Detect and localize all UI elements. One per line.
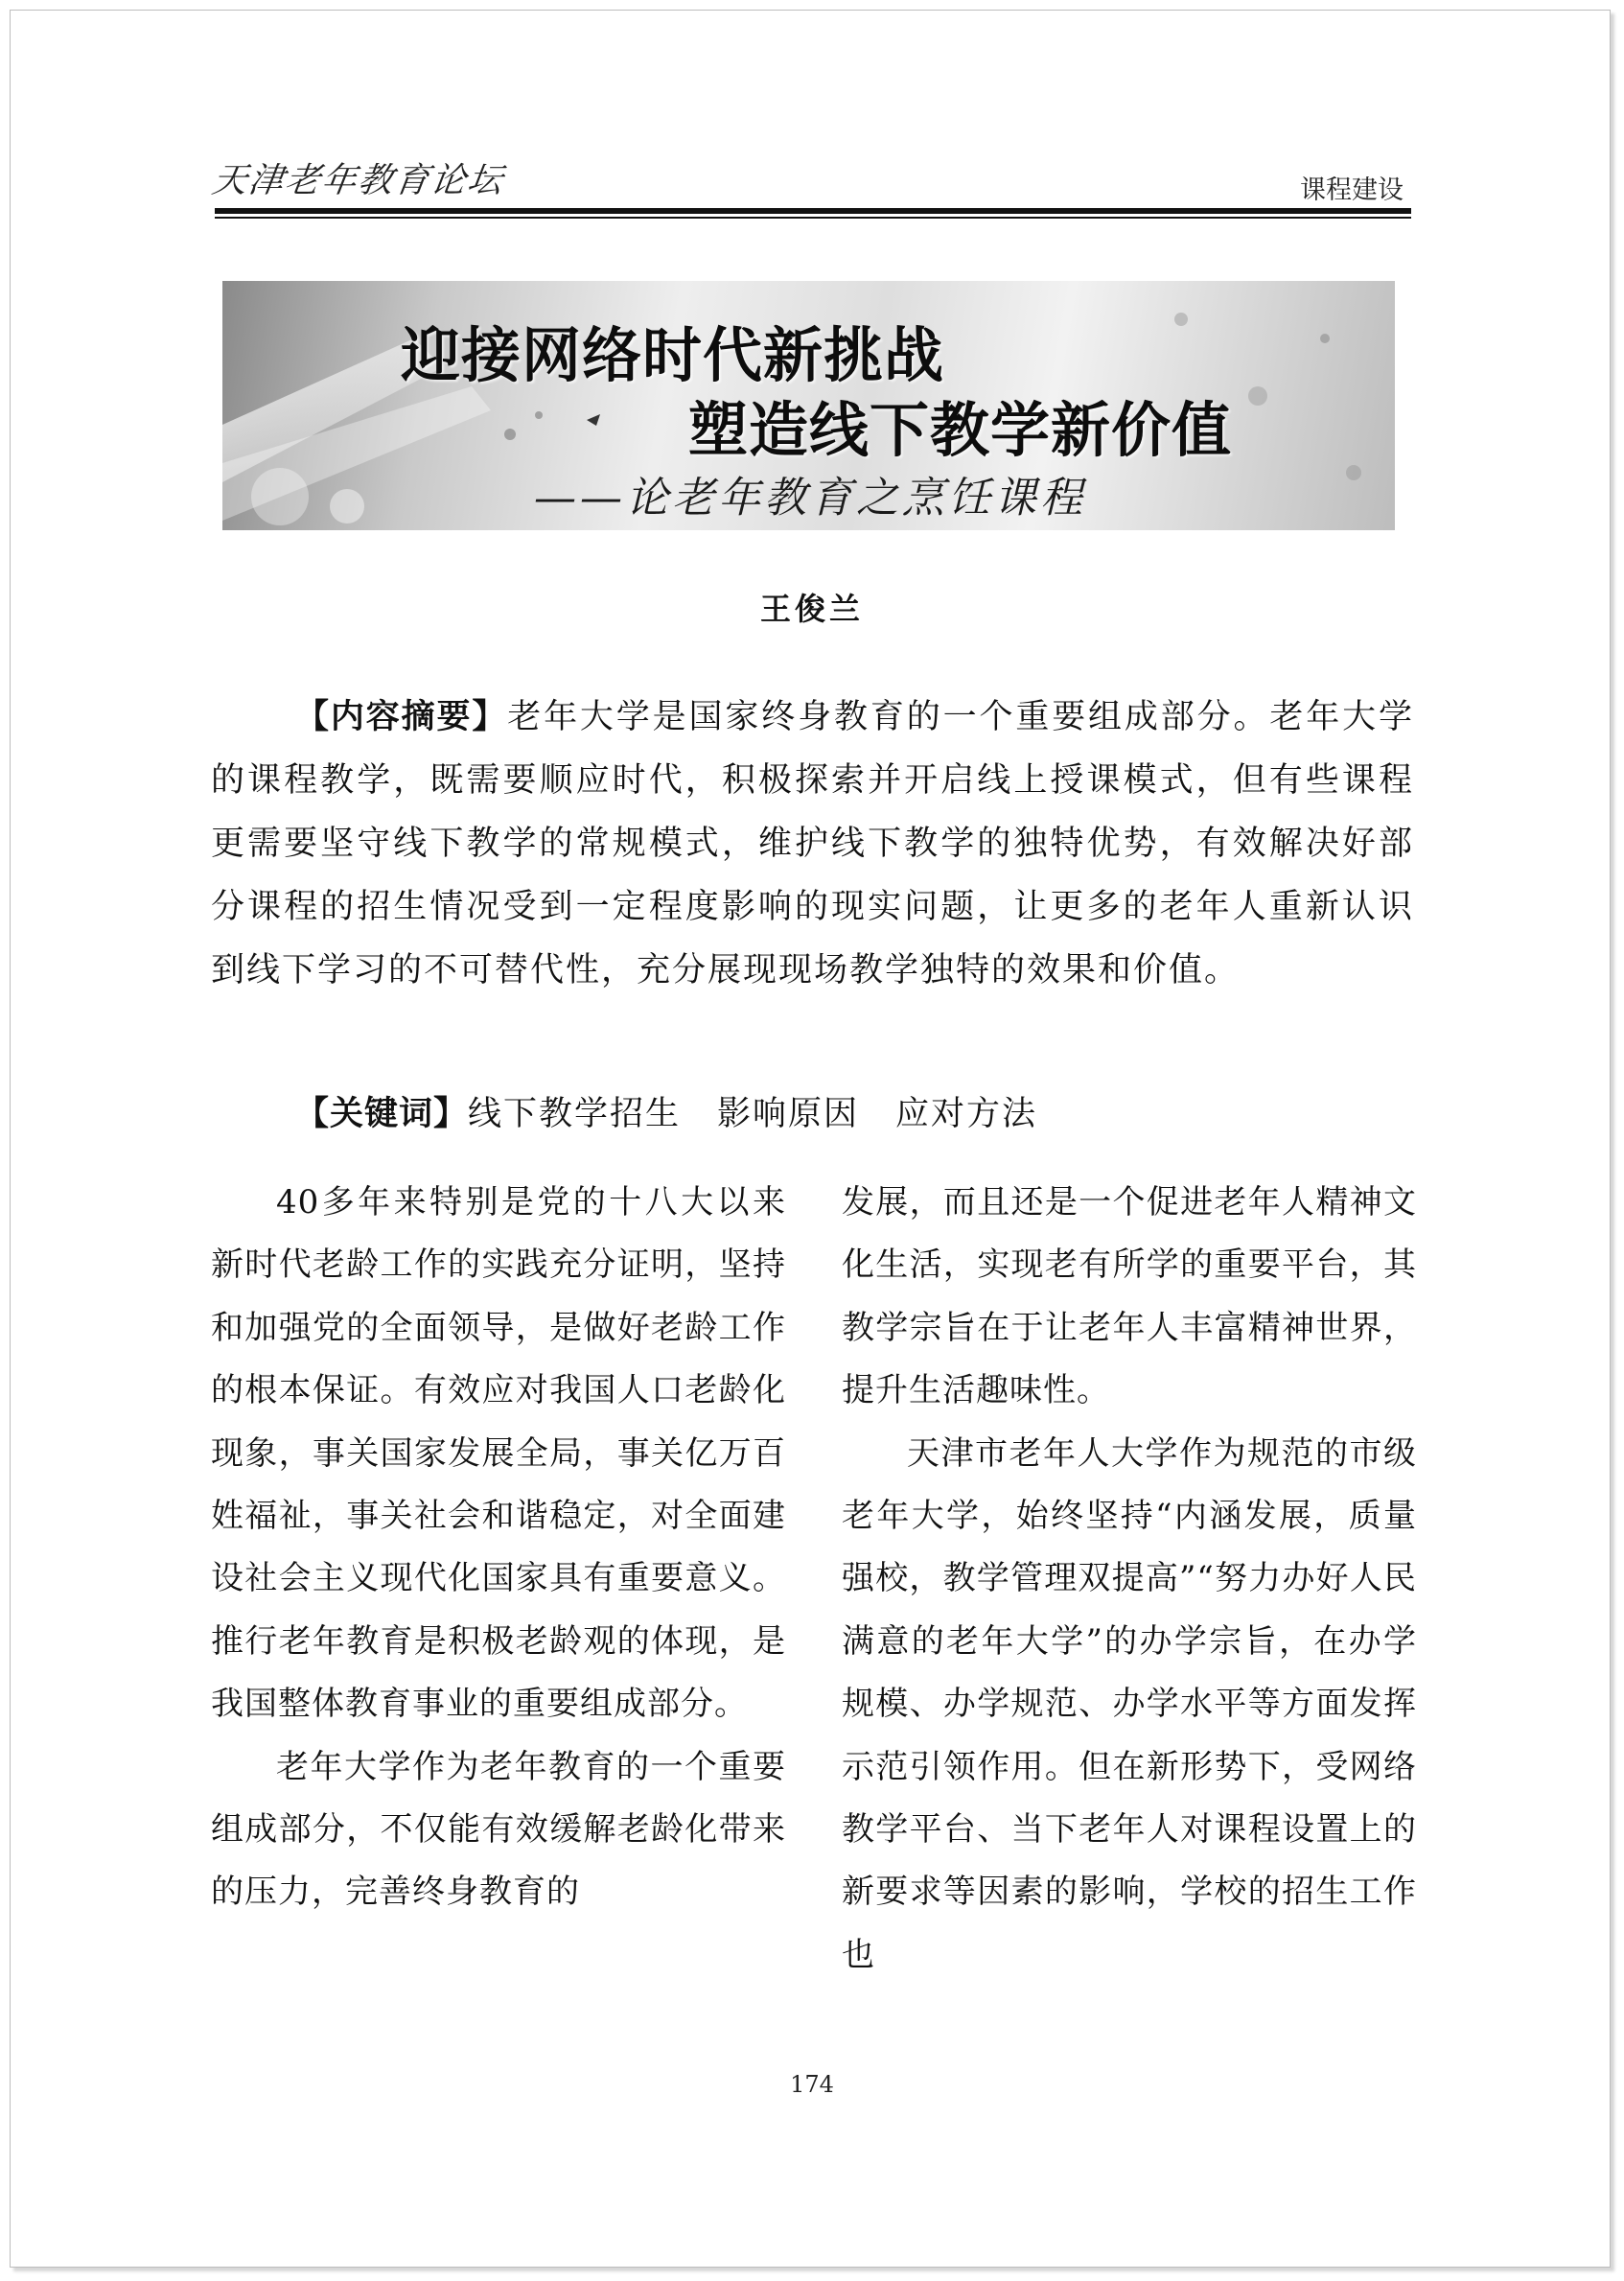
body-paragraph: 40多年来特别是党的十八大以来新时代老龄工作的实践充分证明，坚持和加强党的全面领导，是做好老龄工作的根本保证。有效应对我国人口老龄化现象，事关国家发展全局，事关亿万百姓福祉，事关社会和谐稳定，对全面建设社会主义现代化国家具有重要意义。推行老年教育是积极老龄观的体现，是我国整体教育事业的重要组成部分。 bbox=[211, 1183, 786, 1724]
butterfly-icon bbox=[587, 414, 600, 426]
bokeh-dot bbox=[1320, 334, 1330, 343]
abstract bbox=[211, 686, 1414, 1002]
body-column-left bbox=[211, 1172, 786, 1924]
page-number: 174 bbox=[790, 2071, 834, 2098]
bokeh-dot bbox=[1174, 313, 1188, 326]
bokeh-dot bbox=[1248, 386, 1267, 406]
subtitle: ——论老年教育之烹饪课程 bbox=[534, 474, 1086, 523]
header-rule bbox=[215, 208, 1411, 214]
keyword-item: 影响原因 bbox=[717, 1095, 860, 1133]
abstract-label: 【内容摘要】 bbox=[295, 698, 508, 736]
header-rule-thin bbox=[215, 217, 1411, 219]
keywords bbox=[295, 1087, 1037, 1135]
body-paragraph: 天津市老年人大学作为规范的市级老年大学，始终坚持“内涵发展，质量强校，教学管理双提高”“努力办好人民满意的老年大学”的办学宗旨，在办学规模、办学规范、办学水平等方面发挥示范引领作用。但在新形势下，受网络教学平台、当下老年人对课程设置上的新要求等因素的影响，学校的招生工作也 bbox=[842, 1433, 1417, 1974]
author-name: 王俊兰 bbox=[759, 591, 864, 627]
title-banner bbox=[222, 281, 1395, 530]
bokeh-dot bbox=[251, 468, 309, 525]
body-paragraph: 发展，而且还是一个促进老年人精神文化生活，实现老有所学的重要平台，其教学宗旨在于让老年人丰富精神世界，提升生活趣味性。 bbox=[842, 1183, 1417, 1410]
bokeh-dot bbox=[504, 429, 516, 440]
keyword-item: 应对方法 bbox=[895, 1095, 1038, 1133]
bokeh-dot bbox=[1346, 465, 1361, 480]
bokeh-dot bbox=[535, 411, 543, 419]
keyword-item: 线下教学招生 bbox=[468, 1095, 682, 1133]
abstract-text: 老年大学是国家终身教育的一个重要组成部分。老年大学的课程教学，既需要顺应时代，积极探索并开启线上授课模式，但有些课程更需要坚守线下教学的常规模式，维护线下教学的独特优势，有效解决好部分课程的招生情况受到一定程度影响的现实问题，让更多的老年人重新认识到线下学习的不可替代性，充分展现现场教学独特的效果和价值。 bbox=[211, 698, 1414, 989]
body-paragraph: 老年大学作为老年教育的一个重要组成部分，不仅能有效缓解老龄化带来的压力，完善终身教育的 bbox=[211, 1747, 786, 1912]
title-line-2: 塑造线下教学新价值 bbox=[688, 395, 1233, 465]
bokeh-dot bbox=[330, 489, 364, 524]
title-line-1: 迎接网络时代新挑战 bbox=[401, 320, 945, 390]
keywords-label: 【关键词】 bbox=[295, 1095, 469, 1133]
journal-name: 天津老年教育论坛 bbox=[209, 161, 507, 200]
body-column-right bbox=[842, 1172, 1417, 1987]
section-label: 课程建设 bbox=[1300, 175, 1404, 205]
